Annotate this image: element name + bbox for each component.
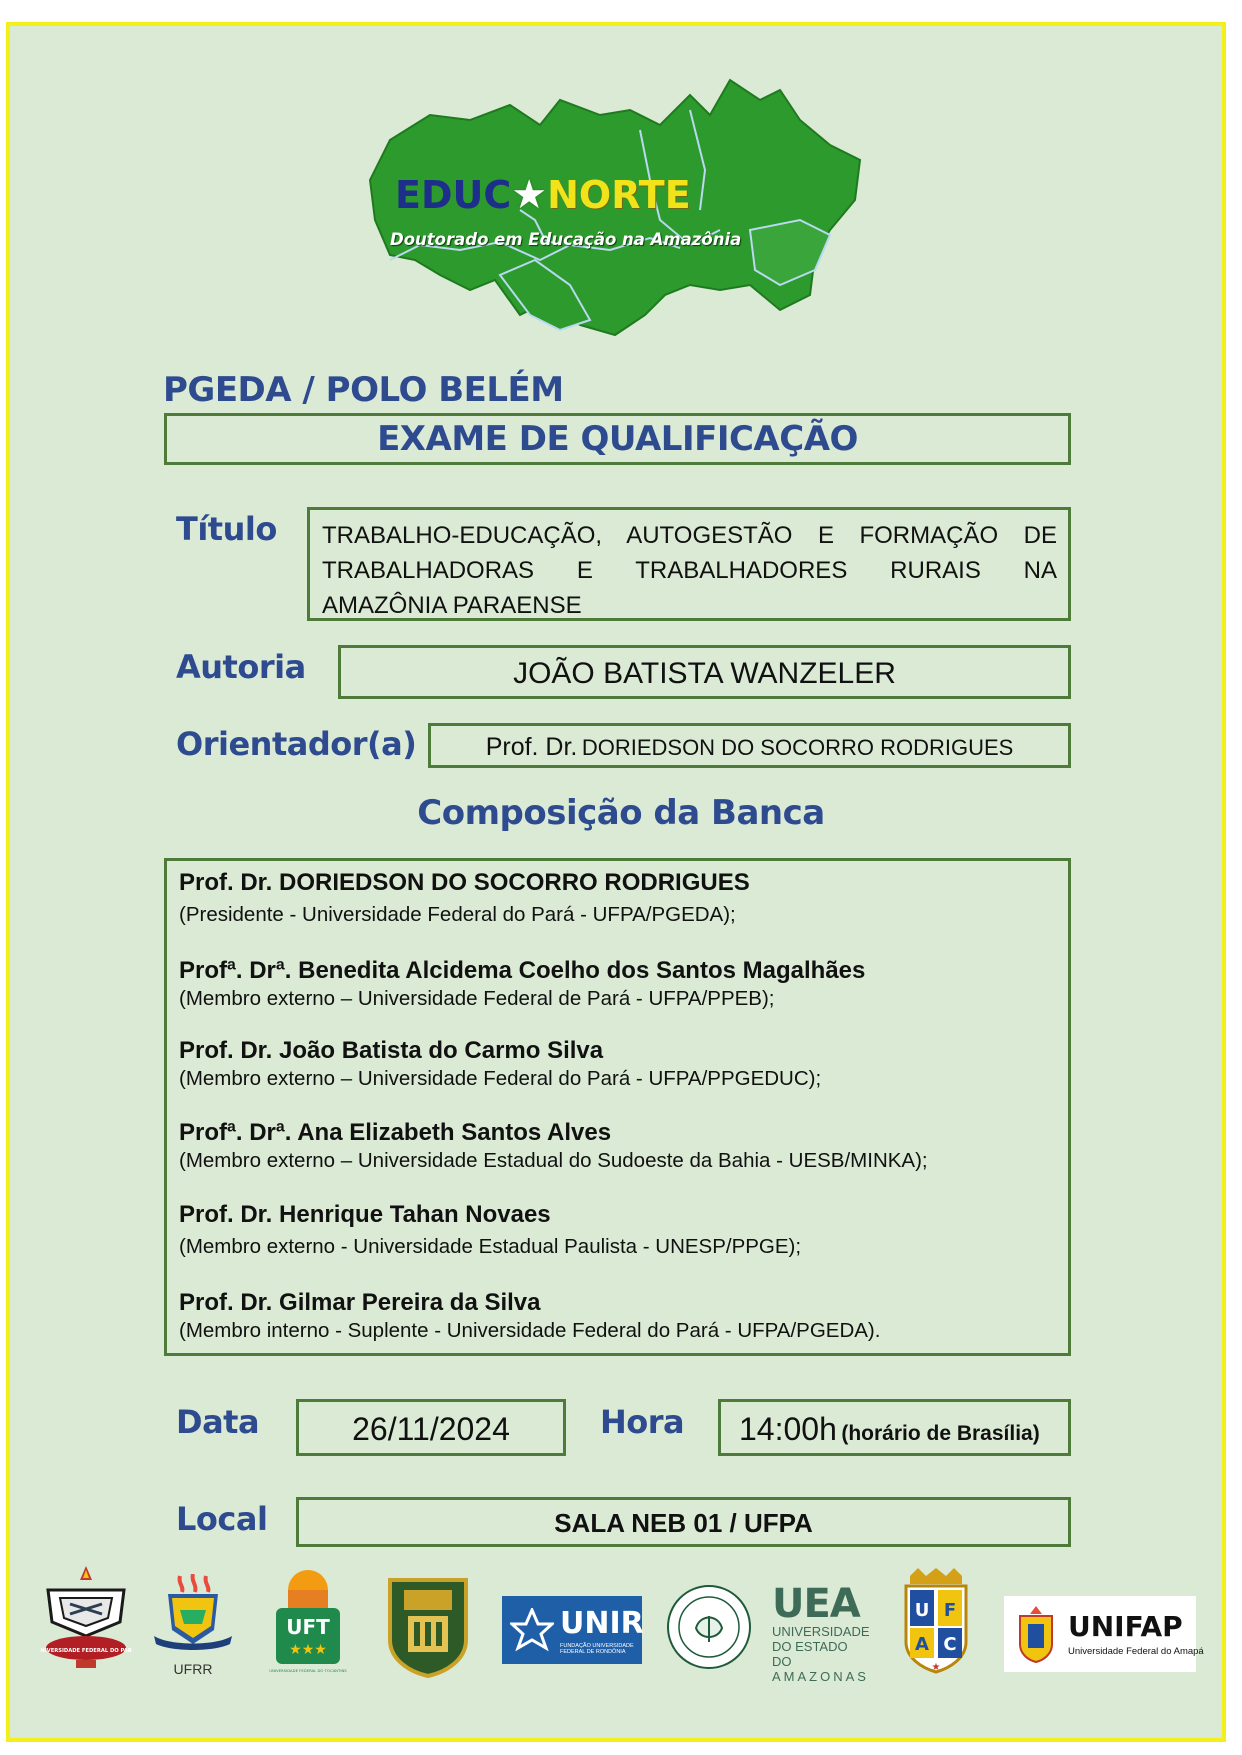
titulo-line-2: TRABALHADORAS E TRABALHADORES RURAIS NA <box>322 557 1057 584</box>
logo-subtitle: Doutorado em Educação na Amazônia <box>390 230 742 249</box>
titulo-label: Título <box>176 510 277 548</box>
banca-member: Profª. Drª. Benedita Alcidema Coelho dos Santos Magalhães (Membro externo – Universidade Federal de Pará - UFPA/PPEB); <box>179 957 866 1010</box>
banca-member: Prof. Dr. Gilmar Pereira da Silva (Membro interno - Suplente - Universidade Federal do Pará - UFPA/PGEDA). <box>179 1289 881 1342</box>
hora-time: 14:00h <box>739 1411 837 1447</box>
unifap-logo <box>1004 1596 1204 1672</box>
ufrr-text: UFRR <box>173 1661 213 1677</box>
hora-box <box>718 1399 1071 1456</box>
banca-member: Profª. Drª. Ana Elizabeth Santos Alves (Membro externo – Universidade Estadual do Sudoeste da Bahia - UESB/MINKA); <box>179 1119 928 1172</box>
uft-logo <box>268 1568 348 1676</box>
exam-title: EXAME DE QUALIFICAÇÃO <box>377 419 858 459</box>
ufpa-ring-text: UNIVERSIDADE FEDERAL DO PARÁ <box>40 1648 132 1654</box>
banca-member: Prof. Dr. Henrique Tahan Novaes (Membro externo - Universidade Estadual Paulista - UNESP/PPGE); <box>179 1201 802 1258</box>
uea-sub-2: DO ESTADO DO <box>772 1639 848 1669</box>
hora-note: (horário de Brasília) <box>841 1422 1040 1445</box>
uft-text: UFT <box>286 1615 330 1639</box>
logo-wordmark <box>395 172 815 216</box>
ufac-logo <box>896 1566 976 1676</box>
orientador-box <box>428 723 1071 768</box>
educanorte-logo <box>360 70 870 340</box>
unir-logo <box>502 1596 642 1664</box>
data-label: Data <box>176 1403 260 1441</box>
uea-sub-3: AMAZONAS <box>772 1669 869 1684</box>
orientador-prefix: Prof. Dr. <box>485 733 578 761</box>
local-box <box>296 1497 1071 1547</box>
orientador-label: Orientador(a) <box>176 725 417 763</box>
svg-text:★: ★ <box>931 1662 941 1673</box>
titulo-box <box>307 507 1071 621</box>
unir-star-icon <box>510 1608 554 1652</box>
svg-text:★★★: ★★★ <box>289 1642 327 1658</box>
local-label: Local <box>176 1500 268 1538</box>
banca-member: Prof. Dr. DORIEDSON DO SOCORRO RODRIGUES (Presidente - Universidade Federal do Pará - UFPA/PGEDA); <box>179 869 750 926</box>
svg-text:F: F <box>943 1600 957 1621</box>
local-value: SALA NEB 01 / UFPA <box>554 1508 813 1538</box>
banca-box <box>164 858 1071 1356</box>
data-box <box>296 1399 566 1456</box>
unifesspa-crest-logo <box>380 1570 476 1678</box>
svg-text:A: A <box>915 1634 929 1655</box>
uea-text: UEA <box>772 1581 860 1627</box>
titulo-line-3: AMAZÔNIA PARAENSE <box>322 592 582 619</box>
svg-text:U: U <box>914 1600 930 1621</box>
ufrr-logo <box>150 1574 236 1678</box>
ufam-seal-logo <box>666 1584 752 1670</box>
program-title: PGEDA / POLO BELÉM <box>163 370 564 410</box>
exam-title-box <box>164 413 1071 465</box>
unifap-text: UNIFAP <box>1068 1610 1183 1643</box>
unir-sub: FUNDAÇÃO UNIVERSIDADE FEDERAL DE RONDÔNIA <box>560 1643 634 1655</box>
hora-value <box>721 1402 1068 1463</box>
uea-sub-1: UNIVERSIDADE <box>772 1624 870 1639</box>
logo-wordmark-right: NORTE <box>547 173 691 217</box>
orientador-name: DORIEDSON DO SOCORRO RODRIGUES <box>581 735 1014 760</box>
autoria-box <box>338 645 1071 699</box>
orientador-value <box>431 726 1068 772</box>
svg-text:C: C <box>943 1634 957 1655</box>
autoria-label: Autoria <box>176 648 306 686</box>
banca-title: Composição da Banca <box>417 793 825 833</box>
autoria-value: JOÃO BATISTA WANZELER <box>513 657 896 690</box>
unifap-crest-icon <box>1014 1604 1058 1664</box>
ufpa-logo <box>40 1562 132 1672</box>
data-value: 26/11/2024 <box>352 1411 510 1447</box>
logo-wordmark-left: EDUC <box>395 173 512 217</box>
banca-member: Prof. Dr. João Batista do Carmo Silva (Membro externo – Universidade Federal do Pará - UFPA/PPGEDUC); <box>179 1037 822 1090</box>
star-icon: ★ <box>511 172 548 218</box>
unir-text: UNIR <box>560 1606 644 1641</box>
uea-logo <box>772 1581 870 1684</box>
uft-sub: UNIVERSIDADE FEDERAL DO TOCANTINS <box>269 1668 347 1673</box>
titulo-line-1: TRABALHO-EDUCAÇÃO, AUTOGESTÃO E FORMAÇÃO DE <box>322 522 1057 549</box>
unifap-sub: Universidade Federal do Amapá <box>1068 1646 1204 1657</box>
hora-label: Hora <box>600 1403 685 1441</box>
